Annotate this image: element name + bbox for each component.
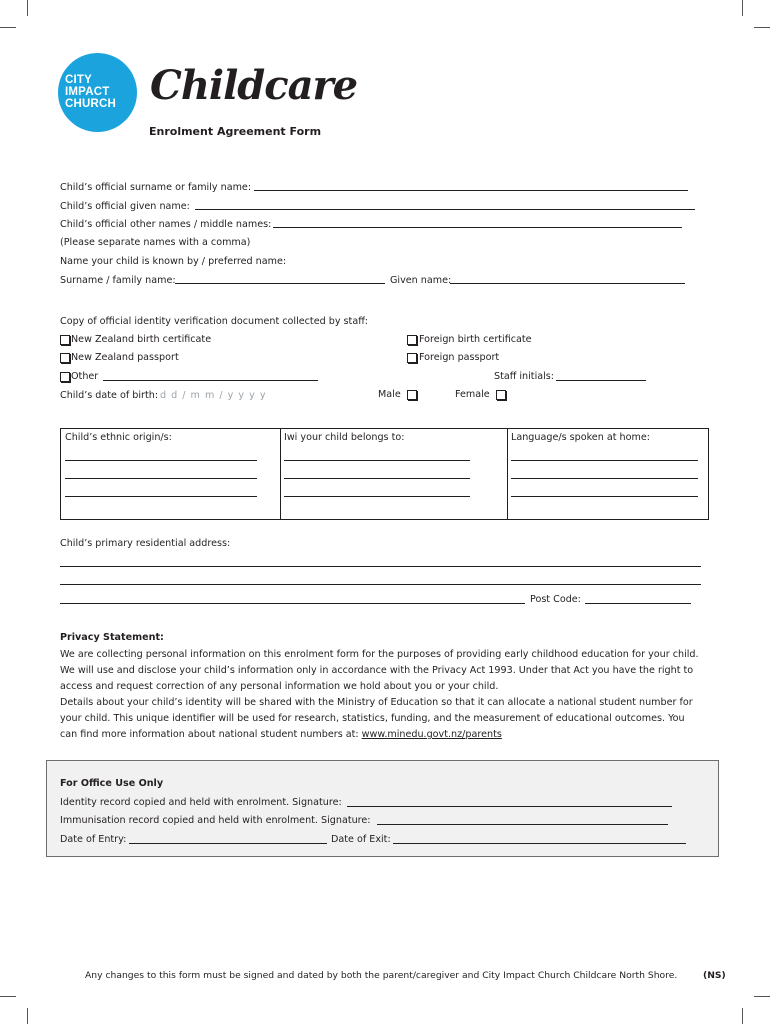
date-of-exit-field[interactable]: [393, 843, 686, 844]
foreign-passport-checkbox[interactable]: [407, 353, 417, 363]
nz-passport-label: New Zealand passport: [71, 352, 179, 363]
known-by-label: Name your child is known by / preferred name:: [60, 256, 287, 267]
surname-field[interactable]: [254, 190, 688, 191]
ethnic-origin-field-2[interactable]: [65, 478, 257, 479]
language-field-1[interactable]: [511, 460, 698, 461]
surname-label: Child’s official surname or family name:: [60, 182, 252, 193]
logo-line-city: CITY: [65, 74, 92, 86]
staff-initials-field[interactable]: [556, 380, 646, 381]
minedu-link[interactable]: www.minedu.govt.nz/parents: [361, 729, 502, 740]
date-of-entry-label: Date of Entry:: [60, 834, 127, 845]
nz-passport-checkbox[interactable]: [60, 353, 70, 363]
crop-mark-bottom-right-v: [742, 1008, 743, 1024]
other-document-checkbox[interactable]: [60, 372, 70, 382]
ethnic-origin-header: Child’s ethnic origin/s:: [65, 432, 172, 443]
date-of-exit-label: Date of Exit:: [331, 834, 391, 845]
staff-initials-label: Staff initials:: [494, 371, 555, 382]
logo-line-impact: IMPACT: [65, 86, 110, 98]
address-field-1[interactable]: [60, 566, 701, 567]
post-code-field[interactable]: [585, 603, 691, 604]
language-field-3[interactable]: [511, 496, 698, 497]
date-of-entry-field[interactable]: [129, 843, 327, 844]
foreign-birth-certificate-checkbox[interactable]: [407, 335, 417, 345]
language-field-2[interactable]: [511, 478, 698, 479]
dob-label: Child’s date of birth:: [60, 390, 159, 401]
iwi-field-1[interactable]: [284, 460, 470, 461]
dob-input[interactable]: d d / m m / y y y y: [160, 390, 267, 401]
privacy-line: access and request correction of any personal information we hold about you or your child.: [60, 681, 499, 692]
known-given-name-label: Given name:: [390, 275, 452, 286]
city-impact-church-logo: [58, 53, 137, 132]
known-surname-field[interactable]: [175, 283, 385, 284]
crop-mark-bottom-right-h: [754, 996, 770, 997]
crop-mark-top-left-h: [0, 27, 16, 28]
known-given-name-field[interactable]: [450, 283, 685, 284]
crop-mark-top-right-h: [754, 27, 770, 28]
other-document-field[interactable]: [103, 380, 318, 381]
address-field-2[interactable]: [60, 584, 701, 585]
immunisation-record-signature-field[interactable]: [377, 824, 668, 825]
iwi-header: Iwi your child belongs to:: [284, 432, 405, 443]
nz-birth-certificate-label: New Zealand birth certificate: [71, 334, 212, 345]
table-divider: [507, 429, 508, 519]
other-names-label: Child’s official other names / middle names:: [60, 219, 272, 230]
known-surname-label: Surname / family name:: [60, 275, 176, 286]
given-name-label: Child’s official given name:: [60, 201, 190, 212]
other-names-field[interactable]: [273, 227, 682, 228]
address-field-3[interactable]: [60, 603, 525, 604]
identity-heading: Copy of official identity verification document collected by staff:: [60, 316, 369, 327]
female-checkbox[interactable]: [496, 390, 506, 400]
ethnic-origin-field-1[interactable]: [65, 460, 257, 461]
footer-code: (NS): [703, 970, 726, 981]
male-label: Male: [378, 389, 401, 400]
footer-note: Any changes to this form must be signed and dated by both the parent/caregiver and City Impact Church Childcare North Shore.: [85, 970, 678, 981]
female-label: Female: [455, 389, 490, 400]
privacy-line: your child. This unique identifier will be used for research, statistics, funding, and the measurement of educational outcomes. You: [60, 713, 685, 724]
foreign-birth-certificate-label: Foreign birth certificate: [419, 334, 532, 345]
crop-mark-top-right-v: [742, 0, 743, 16]
separate-names-note: (Please separate names with a comma): [60, 237, 251, 248]
logo-line-church: CHURCH: [65, 98, 117, 110]
identity-record-signature-field[interactable]: [347, 806, 672, 807]
foreign-passport-label: Foreign passport: [419, 352, 500, 363]
other-document-label: Other: [71, 371, 99, 382]
crop-mark-top-left-v: [27, 0, 28, 16]
table-divider: [280, 429, 281, 519]
office-use-heading: For Office Use Only: [60, 778, 164, 789]
identity-record-label: Identity record copied and held with enrolment. Signature:: [60, 797, 342, 808]
privacy-last-line-text: can find more information about national student numbers at:: [60, 729, 362, 740]
privacy-line: We are collecting personal information on this enrolment form for the purposes of providing early childhood education for your child.: [60, 649, 699, 660]
male-checkbox[interactable]: [407, 390, 417, 400]
given-name-field[interactable]: [195, 209, 695, 210]
nz-birth-certificate-checkbox[interactable]: [60, 335, 70, 345]
childcare-brand-title: Childcare: [150, 62, 358, 109]
privacy-heading: Privacy Statement:: [60, 632, 164, 643]
crop-mark-bottom-left-h: [0, 996, 16, 997]
privacy-last-line: [60, 729, 502, 740]
crop-mark-bottom-left-v: [27, 1008, 28, 1024]
iwi-field-3[interactable]: [284, 496, 470, 497]
address-label: Child’s primary residential address:: [60, 538, 231, 549]
privacy-line: We will use and disclose your child’s information only in accordance with the Privacy Act 1993. Under that Act you have the right to: [60, 665, 694, 676]
language-header: Language/s spoken at home:: [511, 432, 650, 443]
ethnic-origin-field-3[interactable]: [65, 496, 257, 497]
iwi-field-2[interactable]: [284, 478, 470, 479]
form-title: Enrolment Agreement Form: [149, 125, 322, 138]
privacy-line: Details about your child’s identity will be shared with the Ministry of Education so that it can allocate a national student number for: [60, 697, 693, 708]
post-code-label: Post Code:: [530, 594, 581, 605]
immunisation-record-label: Immunisation record copied and held with enrolment. Signature:: [60, 815, 371, 826]
